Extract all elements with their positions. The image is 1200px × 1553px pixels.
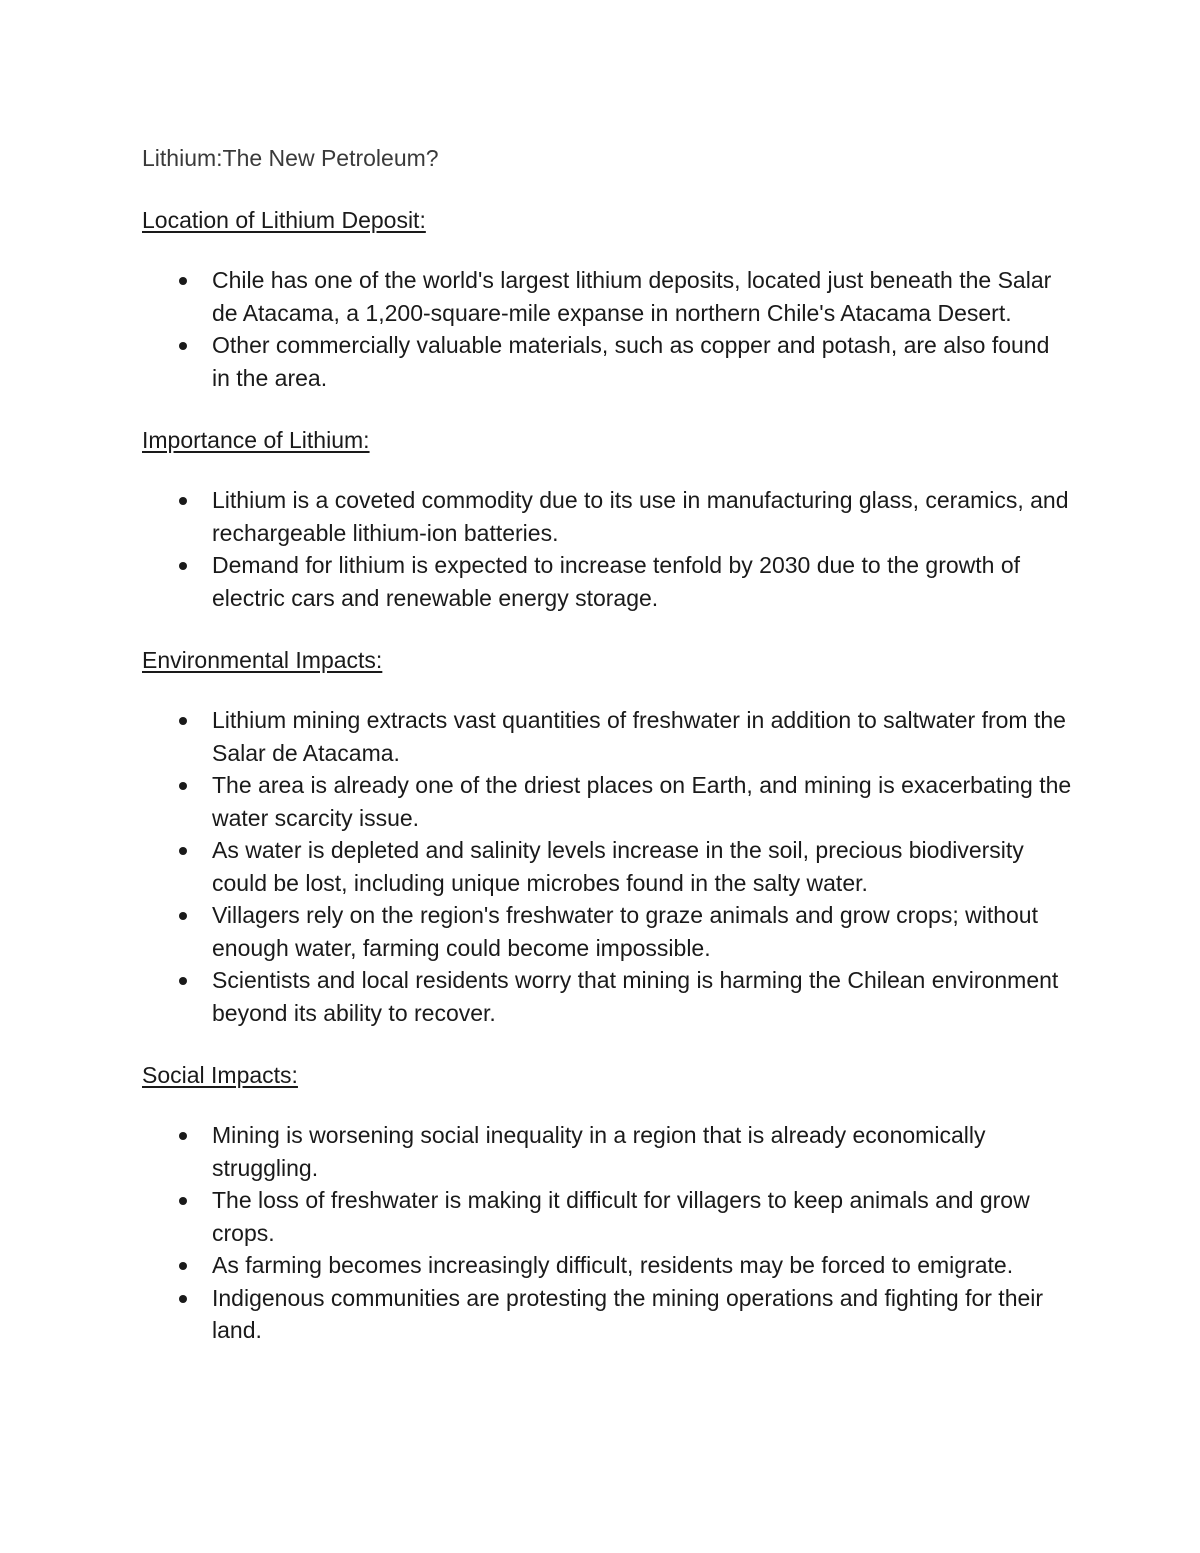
document-title: Lithium:The New Petroleum?: [142, 145, 439, 171]
bullet-icon: [179, 277, 187, 285]
bullet-icon: [179, 497, 187, 505]
list-item: [142, 329, 1072, 394]
list-item-text: As water is depleted and salinity levels increase in the soil, precious biodiversity could be lost, including unique microbes found in the salty water.: [212, 837, 1024, 896]
list-item: [142, 1282, 1072, 1347]
section-heading-location: Location of Lithium Deposit:: [142, 207, 426, 233]
bullet-icon: [179, 342, 187, 350]
bullet-list-location: [142, 264, 1072, 394]
list-item: [142, 1184, 1072, 1249]
list-item-text: Lithium is a coveted commodity due to its use in manufacturing glass, ceramics, and rechargeable lithium-ion batteries.: [212, 487, 1069, 546]
list-item-text: The loss of freshwater is making it difficult for villagers to keep animals and grow crops.: [212, 1187, 1030, 1246]
list-item-text: Indigenous communities are protesting the mining operations and fighting for their land.: [212, 1284, 1044, 1343]
list-item-text: As farming becomes increasingly difficult, residents may be forced to emigrate.: [212, 1252, 1014, 1278]
bullet-icon: [179, 782, 187, 790]
document-body: [142, 142, 1072, 1347]
bullet-icon: [179, 1197, 187, 1205]
list-item: [142, 704, 1072, 769]
list-item-text: Chile has one of the world's largest lithium deposits, located just beneath the Salar de Atacama, a 1,200-square-mile expanse in northern Chile's Atacama Desert.: [212, 267, 1052, 326]
bullet-icon: [179, 562, 187, 570]
bullet-icon: [179, 1132, 187, 1140]
section-heading-social: Social Impacts:: [142, 1062, 298, 1088]
list-item: [142, 484, 1072, 549]
list-item-text: The area is already one of the driest places on Earth, and mining is exacerbating the water scarcity issue.: [212, 772, 1072, 831]
list-item: [142, 1119, 1072, 1184]
section-heading-importance: Importance of Lithium:: [142, 427, 370, 453]
list-item-text: Villagers rely on the region's freshwater to graze animals and grow crops; without enough water, farming could become impossible.: [212, 902, 1038, 961]
list-item: [142, 964, 1072, 1029]
list-item-text: Lithium mining extracts vast quantities of freshwater in addition to saltwater from the Salar de Atacama.: [212, 707, 1066, 766]
list-item: [142, 264, 1072, 329]
bullet-icon: [179, 847, 187, 855]
bullet-list-importance: [142, 484, 1072, 614]
list-item: [142, 899, 1072, 964]
list-item-text: Demand for lithium is expected to increase tenfold by 2030 due to the growth of electric cars and renewable energy storage.: [212, 552, 1021, 611]
list-item: [142, 834, 1072, 899]
list-item-text: Mining is worsening social inequality in a region that is already economically struggling.: [212, 1122, 986, 1181]
list-item-text: Other commercially valuable materials, such as copper and potash, are also found in the area.: [212, 332, 1050, 391]
bullet-icon: [179, 1295, 187, 1303]
bullet-icon: [179, 912, 187, 920]
bullet-icon: [179, 977, 187, 985]
list-item: [142, 549, 1072, 614]
bullet-icon: [179, 717, 187, 725]
section-heading-environmental: Environmental Impacts:: [142, 647, 383, 673]
bullet-list-environmental: [142, 704, 1072, 1029]
list-item-text: Scientists and local residents worry that mining is harming the Chilean environment beyond its ability to recover.: [212, 967, 1059, 1026]
list-item: [142, 769, 1072, 834]
list-item: [142, 1249, 1072, 1282]
bullet-icon: [179, 1262, 187, 1270]
bullet-list-social: [142, 1119, 1072, 1347]
